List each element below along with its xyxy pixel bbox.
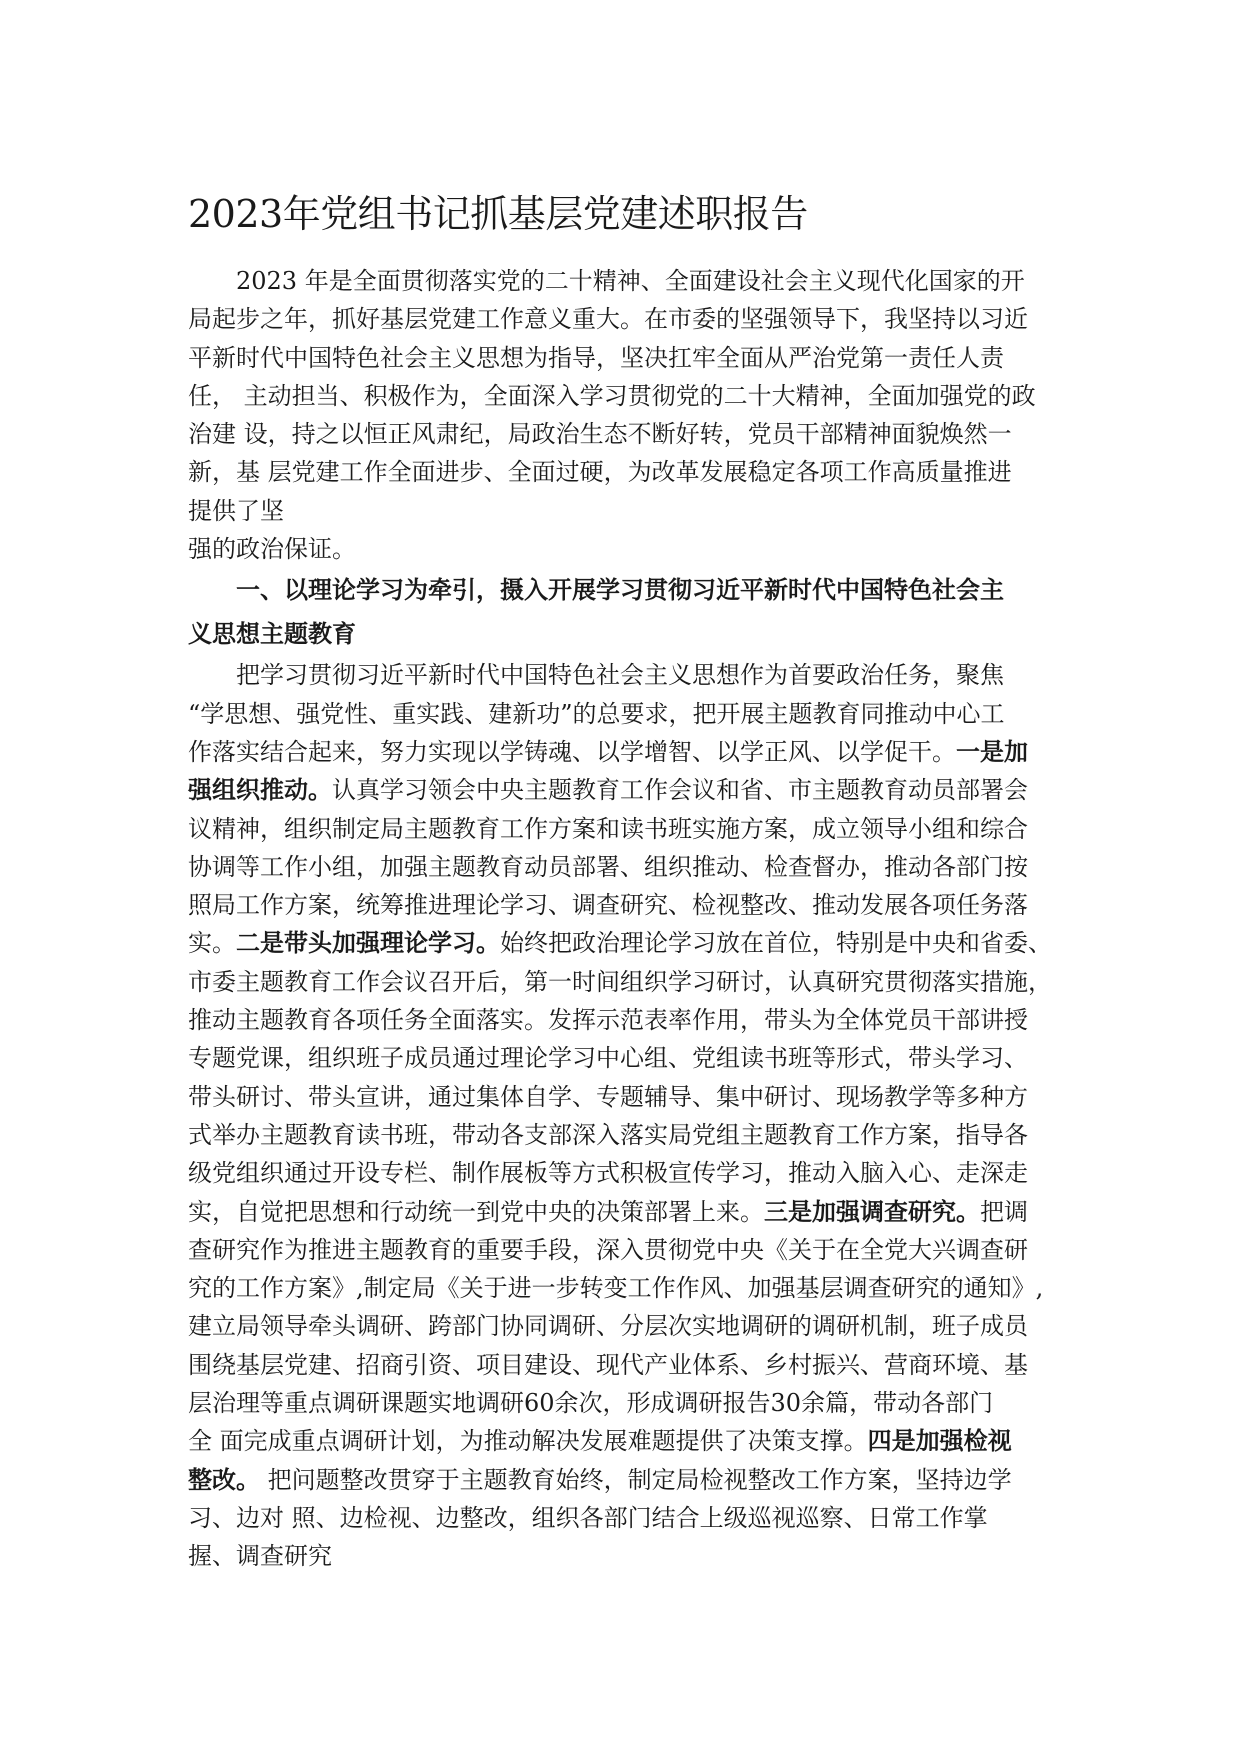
bold-run: 一是加 bbox=[956, 736, 1028, 766]
heading-line: 一、以理论学习为牵引，摄入开展学习贯彻习近平新时代中国特色社会主 bbox=[236, 575, 1004, 605]
text-line: 式举办主题教育读书班，带动各支部深入落实局党组主题教育工作方案，指导各 bbox=[188, 1120, 1028, 1149]
text-run: 把调 bbox=[980, 1197, 1028, 1226]
bold-run: 整改。 bbox=[188, 1464, 260, 1494]
text-run: 认真学习领会中央主题教育工作会议和省、市主题教育动员部署会 bbox=[332, 776, 1028, 805]
text-line: 握、调查研究 bbox=[188, 1542, 332, 1571]
text-run: 全 面完成重点调研计划，为推动解决发展难题提供了决策支撑。 bbox=[188, 1427, 868, 1456]
document-title: 2023年党组书记抓基层党建述职报告 bbox=[188, 192, 808, 236]
text-line: 围绕基层党建、招商引资、项目建设、现代产业体系、乡村振兴、营商环境、基 bbox=[188, 1350, 1028, 1379]
text-line: 究的工作方案》,制定局《关于进一步转变工作作风、加强基层调查研究的通知》, bbox=[188, 1274, 1044, 1303]
text-line: 照局工作方案，统筹推进理论学习、调查研究、检视整改、推动发展各项任务落 bbox=[188, 891, 1028, 920]
text-line: 习、边对 照、边检视、边整改，组织各部门结合上级巡视巡察、日常工作掌 bbox=[188, 1503, 988, 1532]
text-line: 平新时代中国特色社会主义思想为指导，坚决扛牢全面从严治党第一责任人责 bbox=[188, 343, 1004, 372]
text-line: 级党组织通过开设专栏、制作展板等方式积极宣传学习，推动入脑入心、走深走 bbox=[188, 1159, 1028, 1188]
text-line: 专题党课，组织班子成员通过理论学习中心组、党组读书班等形式，带头学习、 bbox=[188, 1044, 1028, 1073]
text-line: 层治理等重点调研课题实地调研60余次，形成调研报告30余篇，带动各部门 bbox=[188, 1389, 994, 1418]
text-line: 协调等工作小组，加强主题教育动员部署、组织推动、检查督办，推动各部门按 bbox=[188, 852, 1028, 881]
section-heading bbox=[188, 568, 1050, 656]
text-line: 局起步之年，抓好基层党建工作意义重大。在市委的坚强领导下，我坚持以习近 bbox=[188, 305, 1028, 334]
text-run: 始终把政治理论学习放在首位，特别是中央和省委、 bbox=[500, 929, 1052, 958]
section-paragraph bbox=[188, 656, 1050, 1575]
bold-run: 强组织推动。 bbox=[188, 775, 332, 805]
text-line: 强的政治保证。 bbox=[188, 535, 356, 564]
text-line bbox=[188, 1422, 1050, 1460]
document-body bbox=[188, 262, 1050, 1576]
heading-line: 义思想主题教育 bbox=[188, 619, 356, 649]
text-run: 实。 bbox=[188, 929, 236, 958]
text-line: 带头研讨、带头宣讲，通过集体自学、专题辅导、集中研讨、现场教学等多种方 bbox=[188, 1082, 1028, 1111]
text-line bbox=[188, 771, 1050, 809]
text-line bbox=[188, 733, 1050, 771]
text-line: 推动主题教育各项任务全面落实。发挥示范表率作用，带头为全体党员干部讲授 bbox=[188, 1006, 1028, 1035]
text-line: “学思想、强党性、重实践、建新功”的总要求，把开展主题教育同推动中心工 bbox=[188, 699, 1005, 728]
text-line: 治建 设，持之以恒正风肃纪，局政治生态不断好转，党员干部精神面貌焕然一 bbox=[188, 420, 1012, 449]
intro-paragraph bbox=[188, 262, 1050, 568]
text-run: 作落实结合起来，努力实现以学铸魂、以学增智、以学正风、以学促干。 bbox=[188, 737, 956, 766]
text-line bbox=[188, 1461, 1050, 1499]
text-line: 把学习贯彻习近平新时代中国特色社会主义思想作为首要政治任务，聚焦 bbox=[236, 661, 1004, 690]
bold-run: 四是加强检视 bbox=[867, 1426, 1012, 1456]
bold-run: 二是带头加强理论学习。 bbox=[236, 928, 500, 958]
text-line: 2023 年是全面贯彻落实党的二十精神、全面建设社会主义现代化国家的开 bbox=[236, 267, 1025, 295]
text-line: 建立局领导牵头调研、跨部门协同调研、分层次实地调研的调研机制，班子成员 bbox=[188, 1312, 1028, 1341]
text-run: 把问题整改贯穿于主题教育始终，制定局检视整改工作方案，坚持边学 bbox=[260, 1465, 1012, 1494]
text-line: 议精神，组织制定局主题教育工作方案和读书班实施方案，成立领导小组和综合 bbox=[188, 814, 1028, 843]
text-line: 查研究作为推进主题教育的重要手段，深入贯彻党中央《关于在全党大兴调查研 bbox=[188, 1235, 1028, 1264]
text-run: 实，自觉把思想和行动统一到党中央的决策部署上来。 bbox=[188, 1197, 764, 1226]
bold-run: 三是加强调查研究。 bbox=[764, 1196, 980, 1226]
text-line: 新，基 层党建工作全面进步、全面过硬，为改革发展稳定各项工作高质量推进 bbox=[188, 458, 1012, 487]
text-line: 市委主题教育工作会议召开后，第一时间组织学习研讨，认真研究贯彻落实措施， bbox=[188, 967, 1052, 996]
text-line bbox=[188, 924, 1050, 962]
text-line: 提供了坚 bbox=[188, 496, 284, 525]
text-line: 任， 主动担当、积极作为，全面深入学习贯彻党的二十大精神，全面加强党的政 bbox=[188, 381, 1036, 410]
text-line bbox=[188, 1193, 1050, 1231]
